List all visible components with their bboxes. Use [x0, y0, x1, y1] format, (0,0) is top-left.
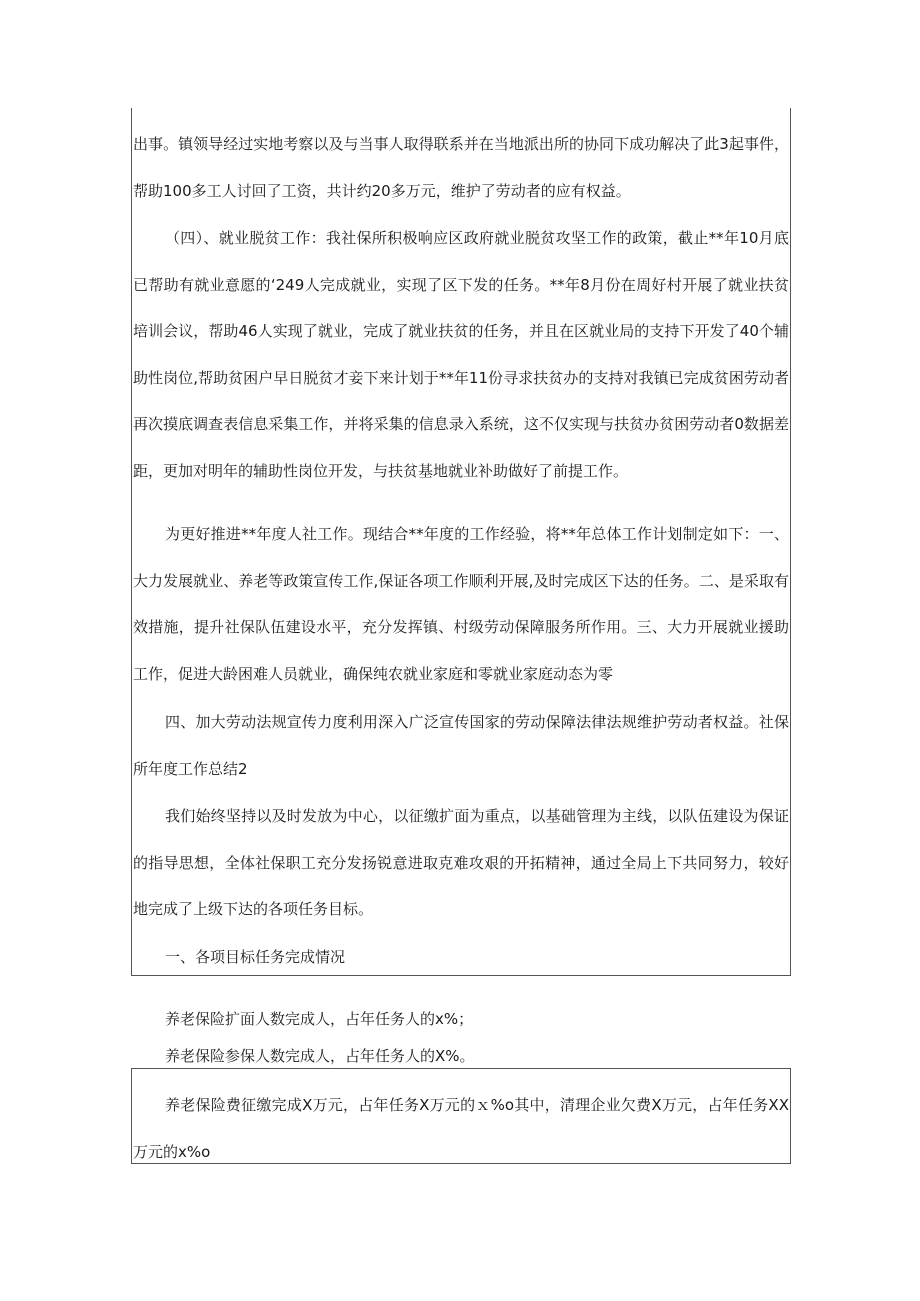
paragraph-pension-enrollment: 养老保险参保人数完成人，占年任务人的X%。 — [165, 1047, 475, 1065]
paragraph-pension-expansion: 养老保险扩面人数完成人，占年任务人的x%； — [165, 1010, 474, 1028]
paragraph-wage-recovery: 出事。镇领导经过实地考察以及与当事人取得联系并在当地派出所的协同下成功解决了此3起事件，帮助100多工人讨回了工资，共计约20多万元，维护了劳动者的应有权益。 — [133, 135, 789, 200]
section-heading-targets: 一、各项目标任务完成情况 — [165, 948, 346, 966]
paragraph-labor-law: 四、加大劳动法规宣传力度利用深入广泛宣传国家的劳动保障法律法规维护劳动者权益。社保所年度工作总结2 — [133, 713, 789, 778]
paragraph-employment-poverty: （四）、就业脱贫工作：我社保所积极响应区政府就业脱贫攻坚工作的政策，截止**年10月底已帮助有就业意愿的‘249人完成就业，实现了区下发的任务。**年8月份在周好村开展了就业扶贫培训会议，帮助46人实现了就业，完成了就业扶贫的任务，并且在区就业局的支持下开发了40个辅助性岗位,帮助贫困户早日脱贫才妾下来计划于**年11份寻求扶贫办的支持对我镇已完成贫困劳动者再次摸底调查表信息采集工作，并将采集的信息录入系统，这不仅实现与扶贫办贫困劳动者0数据差距，更加对明年的辅助性岗位开发，与扶贫基地就业补助做好了前提工作。 — [133, 229, 789, 480]
paragraph-guiding-thought: 我们始终坚持以及时发放为中心，以征缴扩面为重点，以基础管理为主线，以队伍建设为保证的指导思想，全体社保职工充分发扬锐意进取克难攻艰的开拓精神，通过全局上下共同努力，较好地完成了上级下达的各项任务目标。 — [133, 807, 789, 918]
paragraph-pension-collection: 养老保险费征缴完成X万元，占年任务X万元的ｘ%o其中，清理企业欠费X万元，占年任务XX万元的x%o — [133, 1096, 789, 1161]
paragraph-work-plan: 为更好推进**年度人社工作。现结合**年度的工作经验，将**年总体工作计划制定如下：一、大力发展就业、养老等政策宣传工作,保证各项工作顺利开展,及时完成区下达的任务。二、是采取有效措施，提升社保队伍建设水平，充分发挥镇、村级劳动保障服务所作用。三、大力开展就业援助工作，促进大龄困难人员就业，确保纯农就业家庭和零就业家庭动态为零 — [133, 525, 789, 683]
